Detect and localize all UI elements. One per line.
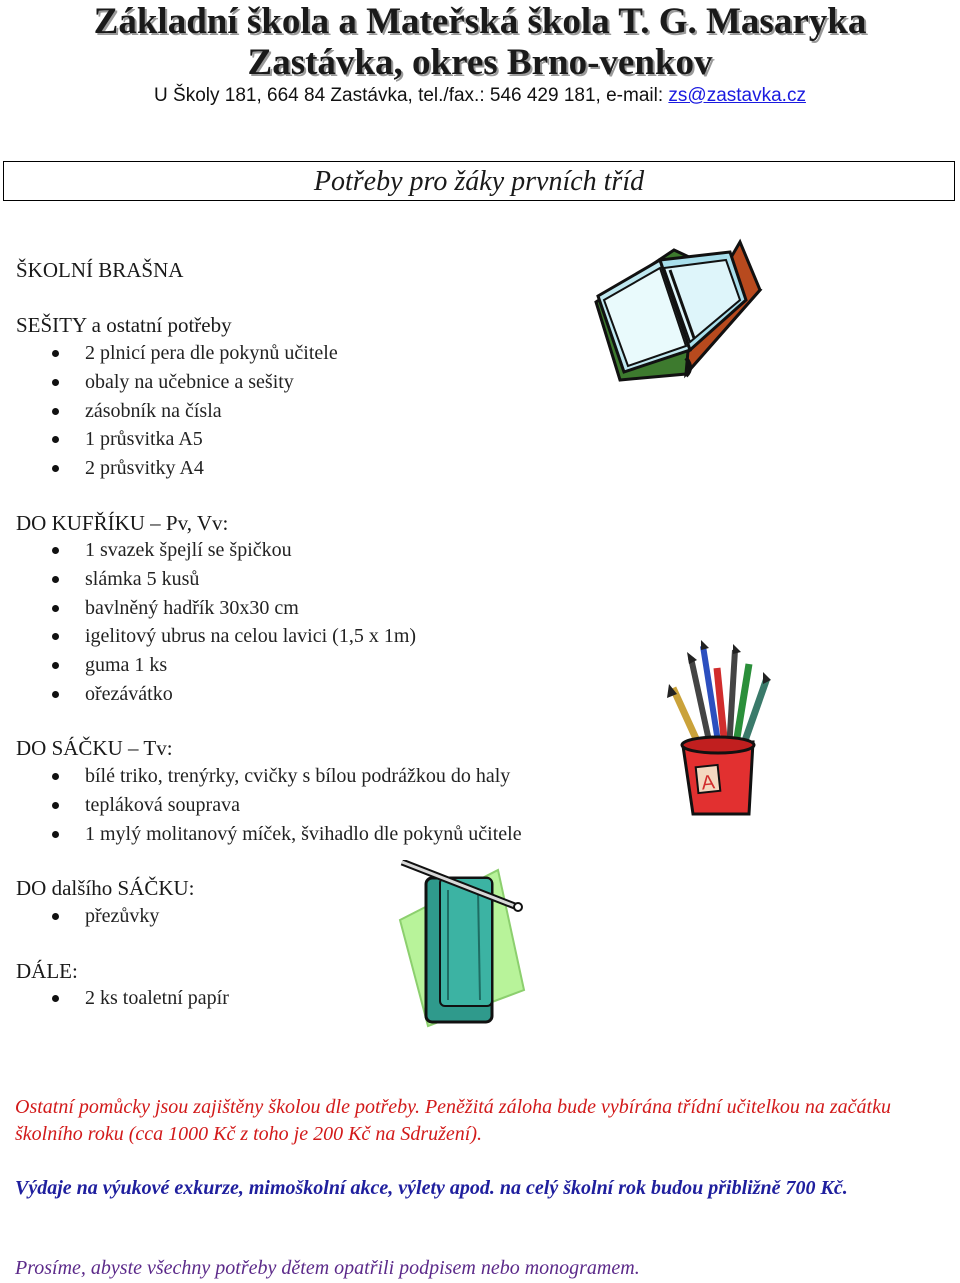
list-item: 2 plnicí pera dle pokynů učitele xyxy=(0,339,338,368)
page-title: Potřeby pro žáky prvních tříd xyxy=(313,166,645,197)
section-heading-more: DÁLE: xyxy=(16,959,78,983)
list-more xyxy=(0,984,229,1013)
list-item: 1 svazek špejlí se špičkou xyxy=(0,536,416,565)
list-item: 1 mylý molitanový míček, švihadlo dle pokynů učitele xyxy=(0,820,522,849)
section-heading-other-bag: DO dalšího SÁČKU: xyxy=(16,876,195,900)
section-heading-pe-bag: DO SÁČKU – Tv: xyxy=(16,736,173,760)
list-item: tepláková souprava xyxy=(0,791,522,820)
pencil-cup-letter: A xyxy=(700,771,716,795)
towel-icon xyxy=(398,860,526,1028)
list-item: přezůvky xyxy=(0,902,159,931)
open-book-icon xyxy=(590,238,765,383)
list-item: bavlněný hadřík 30x30 cm xyxy=(0,594,416,623)
list-item: ořezávátko xyxy=(0,680,416,709)
list-item: obaly na učebnice a sešity xyxy=(0,368,338,397)
school-contact xyxy=(0,84,960,108)
list-case xyxy=(0,536,416,709)
note-label-request: Prosíme, abyste všechny potřeby dětem opatřili podpisem nebo monogramem. xyxy=(15,1257,640,1279)
section-heading-notebooks: SEŠITY a ostatní potřeby xyxy=(16,313,232,337)
list-pe-bag xyxy=(0,762,522,848)
section-heading-case: DO KUFŘÍKU – Pv, Vv: xyxy=(16,511,229,535)
list-item: slámka 5 kusů xyxy=(0,565,416,594)
list-item: 2 průsvitky A4 xyxy=(0,454,338,483)
email-link[interactable]: zs@zastavka.cz xyxy=(668,85,806,106)
list-item: zásobník na čísla xyxy=(0,397,338,426)
school-name: Základní škola a Mateřská škola T. G. Masaryka xyxy=(93,1,867,42)
list-notebooks xyxy=(0,339,338,483)
list-item: bílé triko, trenýrky, cvičky s bílou podrážkou do haly xyxy=(0,762,522,791)
section-heading-bag: ŠKOLNÍ BRAŠNA xyxy=(16,258,184,282)
note-supplies-deposit: Ostatní pomůcky jsou zajištěny školou dle potřeby. Peněžitá záloha bude vybírána třídní učitelkou na začátku školního roku (cca 1000 Kč z toho je 200 Kč na Sdružení). xyxy=(15,1096,891,1145)
note-excursion-costs: Výdaje na výukové exkurze, mimoškolní akce, výlety apod. na celý školní rok budou přibližně 700 Kč. xyxy=(15,1177,848,1199)
list-item: 2 ks toaletní papír xyxy=(0,984,229,1013)
list-other-bag xyxy=(0,902,159,931)
page-title-box xyxy=(3,161,955,201)
contact-text: U Školy 181, 664 84 Zastávka, tel./fax.: 546 429 181, e-mail: xyxy=(154,85,669,106)
pencil-cup-icon xyxy=(663,638,775,816)
list-item: 1 průsvitka A5 xyxy=(0,425,338,454)
list-item: guma 1 ks xyxy=(0,651,416,680)
list-item: igelitový ubrus na celou lavici (1,5 x 1m) xyxy=(0,622,416,651)
school-location: Zastávka, okres Brno-venkov xyxy=(247,42,713,83)
